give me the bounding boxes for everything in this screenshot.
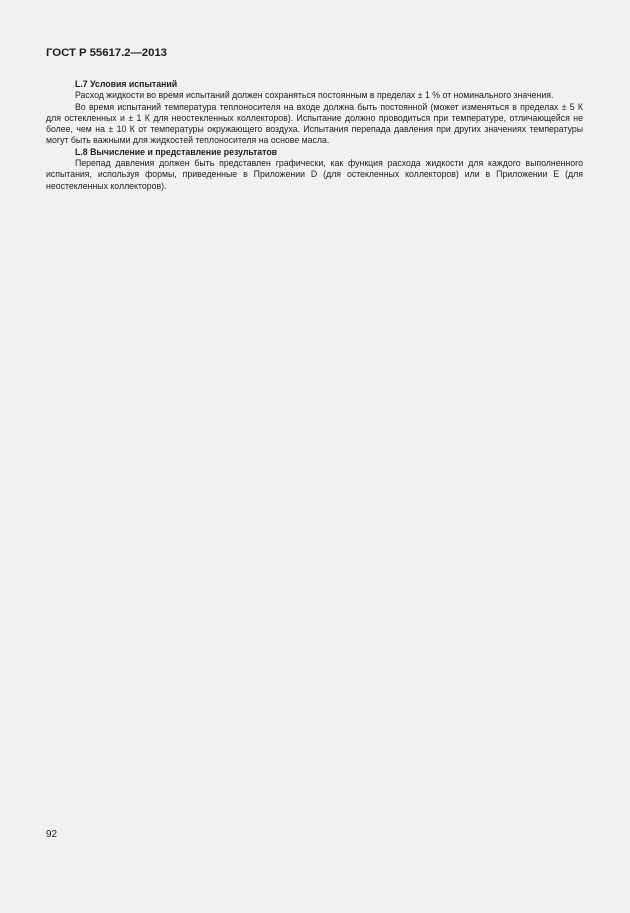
paragraph: Расход жидкости во время испытаний должен сохраняться постоянным в пределах ± 1 % от номинального значения.	[75, 90, 554, 101]
section-l7	[46, 79, 583, 147]
paragraph: Перепад давления должен быть представлен графически, как функция расхода жидкости для каждого выполненного испытания, используя формы, приведенные в Приложении D (для остекленных коллекторов) или в Приложении Е (для неостекленных коллекторов).	[46, 158, 583, 191]
section-l8	[46, 147, 583, 192]
page-content	[46, 79, 583, 192]
section-heading: L.8 Вычисление и представление результатов	[75, 146, 278, 157]
page-number: 92	[46, 829, 58, 840]
paragraph: Во время испытаний температура теплоносителя на входе должна быть постоянной (может изменяться в пределах ± 5 К для остекленных и ± 1 К для неостекленных коллекторов). Испытание должно проводиться при температуре, отличающейся не более, чем на ± 10 К от температуры окружающего воздуха. Испытания перепада давления при других значениях температуры могут быть важными для жидкостей теплоносителя на основе масла.	[46, 101, 583, 146]
section-heading: L.7 Условия испытаний	[75, 79, 178, 89]
document-header: ГОСТ Р 55617.2—2013	[46, 47, 167, 59]
